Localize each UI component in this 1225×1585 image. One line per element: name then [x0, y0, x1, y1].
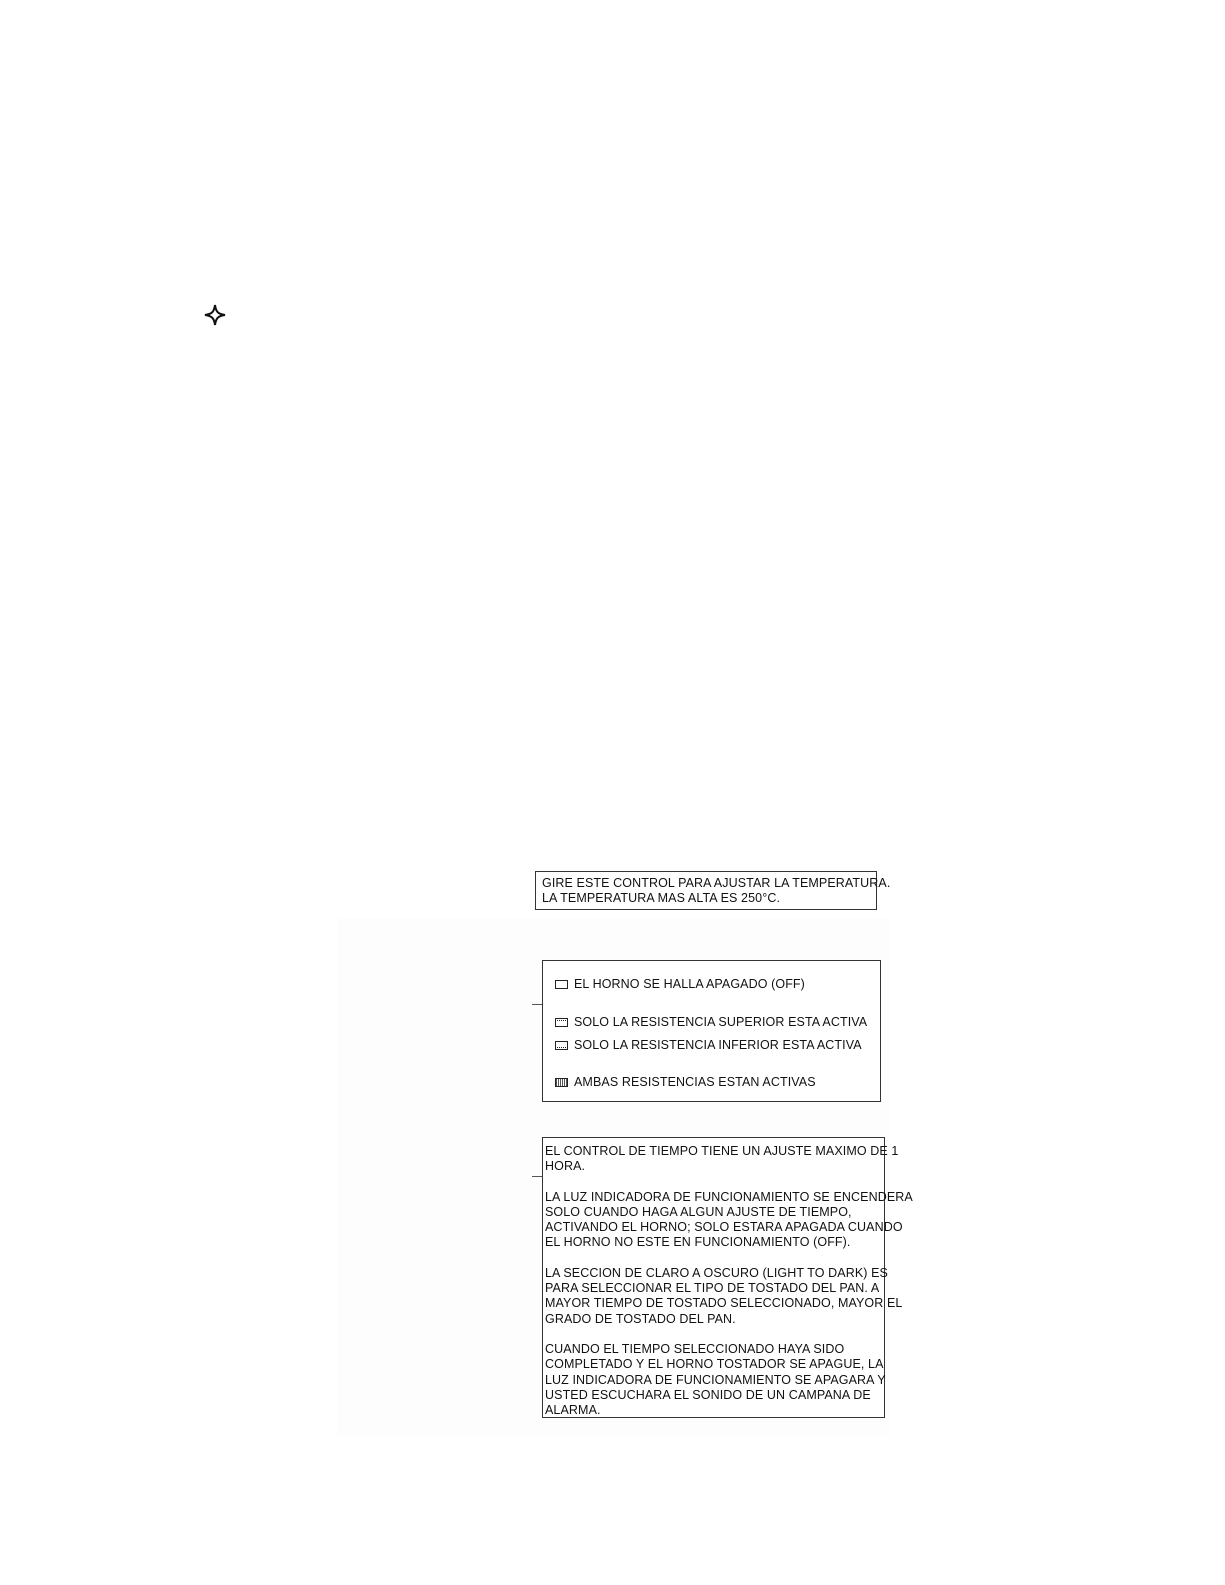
callout-leader-line — [532, 1176, 542, 1177]
temperature-line: GIRE ESTE CONTROL PARA AJUSTAR LA TEMPERATURA. — [542, 876, 891, 890]
legend-item-label: AMBAS RESISTENCIAS ESTAN ACTIVAS — [574, 1075, 816, 1089]
heating-elements-legend — [542, 960, 881, 1102]
note-line: ALARMA. — [545, 1403, 601, 1418]
note-line: HORA. — [545, 1159, 586, 1174]
note-line: ACTIVANDO EL HORNO; SOLO ESTARA APAGADA CUANDO — [545, 1220, 903, 1235]
note-line: CUANDO EL TIEMPO SELECCIONADO HAYA SIDO — [545, 1341, 845, 1356]
legend-item — [555, 1075, 816, 1090]
top-element-icon — [555, 1018, 568, 1027]
note-line: EL CONTROL DE TIEMPO TIENE UN AJUSTE MAXIMO DE 1 — [545, 1144, 899, 1158]
note-paragraph — [545, 1189, 913, 1251]
note-line: LUZ INDICADORA DE FUNCIONAMIENTO SE APAGARA Y — [545, 1372, 886, 1387]
both-elements-icon — [555, 1078, 568, 1087]
note-line: LA SECCION DE CLARO A OSCURO (LIGHT TO DARK) ES — [545, 1265, 888, 1280]
note-paragraph — [545, 1342, 884, 1418]
legend-item — [555, 1038, 862, 1053]
note-paragraph — [545, 1144, 899, 1175]
note-line: COMPLETADO Y EL HORNO TOSTADOR SE APAGUE, LA — [545, 1357, 884, 1372]
four-point-star-icon — [204, 304, 226, 326]
bottom-element-icon — [555, 1041, 568, 1050]
legend-item — [555, 1015, 867, 1030]
legend-item-label: SOLO LA RESISTENCIA INFERIOR ESTA ACTIVA — [574, 1038, 862, 1052]
note-line: USTED ESCUCHARA EL SONIDO DE UN CAMPANA DE — [545, 1387, 871, 1402]
temperature-callout — [535, 871, 891, 910]
note-line: SOLO CUANDO HAGA ALGUN AJUSTE DE TIEMPO, — [545, 1204, 852, 1219]
note-paragraph — [545, 1265, 903, 1327]
note-line: MAYOR TIEMPO DE TOSTADO SELECCIONADO, MAYOR EL — [545, 1296, 903, 1311]
time-control-notes — [542, 1137, 913, 1418]
note-line: GRADO DE TOSTADO DEL PAN. — [545, 1311, 736, 1326]
note-line: PARA SELECCIONAR EL TIPO DE TOSTADO DEL PAN. A — [545, 1281, 880, 1296]
legend-item-label: SOLO LA RESISTENCIA SUPERIOR ESTA ACTIVA — [574, 1015, 868, 1029]
legend-item — [555, 977, 805, 992]
oven-off-icon — [555, 980, 568, 989]
note-line: LA LUZ INDICADORA DE FUNCIONAMIENTO SE ENCENDERA — [545, 1189, 913, 1204]
note-line: EL HORNO NO ESTE EN FUNCIONAMIENTO (OFF). — [545, 1235, 851, 1250]
temperature-line: LA TEMPERATURA MAS ALTA ES 250°C. — [542, 891, 781, 906]
legend-item-label: EL HORNO SE HALLA APAGADO (OFF) — [574, 977, 805, 991]
